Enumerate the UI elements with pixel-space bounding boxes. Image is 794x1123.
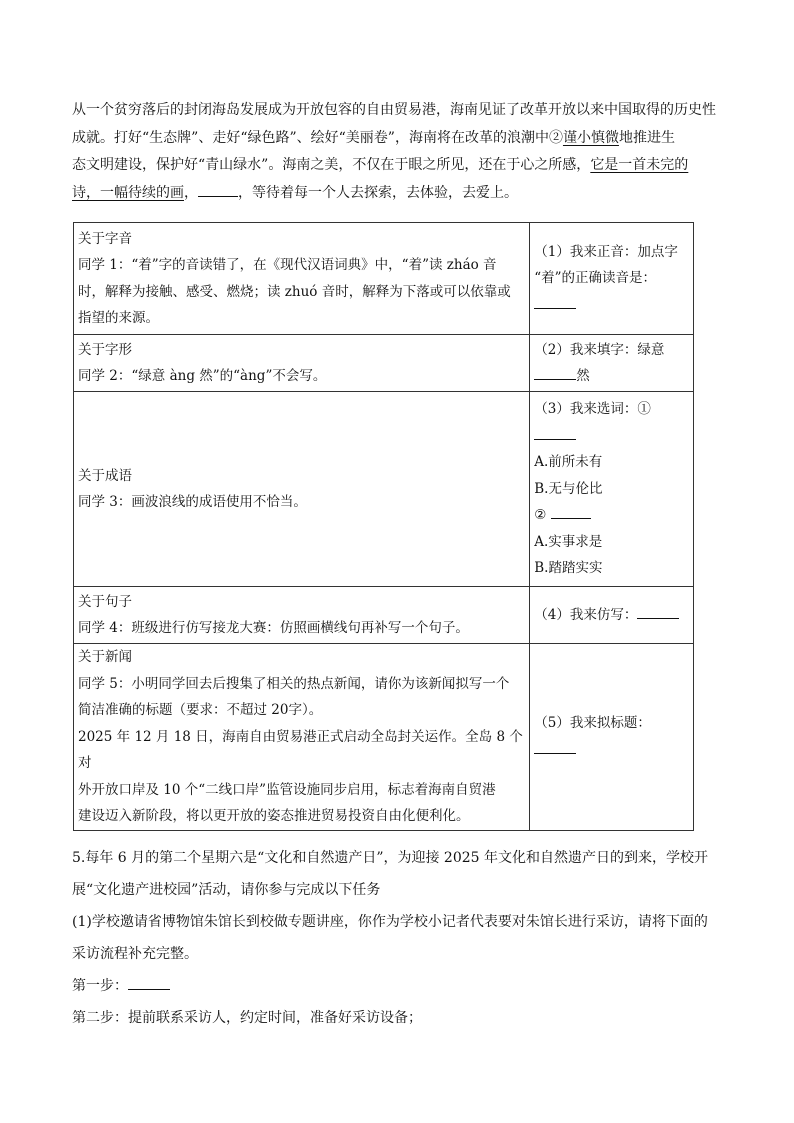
intro-paragraph [72,97,720,207]
answer-blank-2[interactable] [534,365,576,380]
intro-line-1: 从一个贫穷落后的封闭海岛发展成为开放包容的自由贸易港，海南见证了改革开放以来中国取得的历史性 [72,102,716,118]
answer-blank-3b[interactable] [551,504,591,519]
answer-blank-1[interactable] [534,294,576,309]
question-5-line-1: 5.每年 6 月的第二个星期六是“文化和自然遗产日”，为迎接 2025 年文化和自然遗产日的到来，学校开 [72,850,709,866]
step-2: 第二步：提前联系采访人，约定时间，准备好采访设备； [72,1010,422,1026]
underlined-idiom-2: 谨小慎微 [562,129,619,146]
row-title: 关于字音 [78,230,132,247]
fill-blank[interactable] [198,182,238,197]
table-row [74,587,694,644]
row-5-right-cell: （5）我来拟标题： [530,644,694,831]
question-5-line-3: (1)学校邀请省博物馆朱馆长到校做专题讲座，你作为学校小记者代表要对朱馆长进行采访，请将下面的 [72,914,708,930]
question-5-line-2: 展“文化遗产进校园”活动，请你参与完成以下任务 [72,882,381,898]
row-5-left-cell: 关于新闻 同学 5：小明同学回去后搜集了相关的热点新闻，请你为该新闻拟写一个 简洁准确的标题（要求：不超过 20字）。 2025 年 12 月 18 日，海南自由贸易港正式启动全岛封关运作。全岛 8 个对 外开放口岸及 10 个“二线口岸”监管设施同步启用，标志着海南自贸港 建设迈入新阶段，将以更开放的姿态推进贸易投资自由化便利化。 [74,644,530,831]
answer-blank-5[interactable] [534,739,576,754]
step-1-blank[interactable] [128,975,170,990]
intro-line-3: 态文明建设，保护好“青山绿水”。海南之美，不仅在于眼之所见，还在于心之所感，它是一首未完的 [72,157,689,173]
row-1-right-cell: （1）我来正音：加点字 “着”的正确读音是： [530,223,694,335]
row-title: 关于句子 [78,593,132,610]
row-2-right-cell: （2）我来填字：绿意 然 [530,335,694,392]
row-4-right-cell: （4）我来仿写： [530,587,694,644]
answer-blank-4[interactable] [637,604,679,619]
step-1: 第一步： [72,970,722,1002]
table-row [74,223,694,335]
table-row [74,644,694,831]
question-5-line-4: 采访流程补充完整。 [72,946,198,962]
table-row [74,392,694,587]
row-3-right-cell: （3）我来选词：① A.前所未有 B.无与伦比 ② A.实事求是 B.踏踏实实 [530,392,694,587]
intro-line-4: 诗，一幅待续的画， ，等待着每一个人去探索，去体验，去爱上。 [72,180,720,208]
table-row [74,335,694,392]
row-3-left-cell: 关于成语 同学 3：画波浪线的成语使用不恰当。 [74,392,530,587]
intro-line-2: 成就。打好“生态牌”、走好“绿色路”、绘好“美丽卷”，海南将在改革的浪潮中②谨小慎微地推进生 [72,129,675,146]
row-2-left-cell: 关于字形 同学 2：“绿意 àng 然”的“àng”不会写。 [74,335,530,392]
underlined-sentence-part-2: 诗，一幅待续的画 [72,184,184,201]
answer-blank-3a[interactable] [534,425,576,440]
row-title: 关于新闻 [78,649,132,665]
question-5 [72,842,722,1034]
row-title: 关于字形 [78,341,132,358]
task-table [73,222,694,831]
row-title: 关于成语 [78,467,132,484]
underlined-sentence-part-1: 它是一首未完的 [590,157,689,173]
row-1-left-cell: 关于字音 同学 1：“着”字的音读错了，在《现代汉语词典》中，“着”读 zháo 音 时，解释为接触、感受、燃烧；读 zhuó 音时，解释为下落或可以依靠或 指望的来源。 [74,223,530,335]
row-4-left-cell: 关于句子 同学 4：班级进行仿写接龙大赛：仿照画横线句再补写一个句子。 [74,587,530,644]
